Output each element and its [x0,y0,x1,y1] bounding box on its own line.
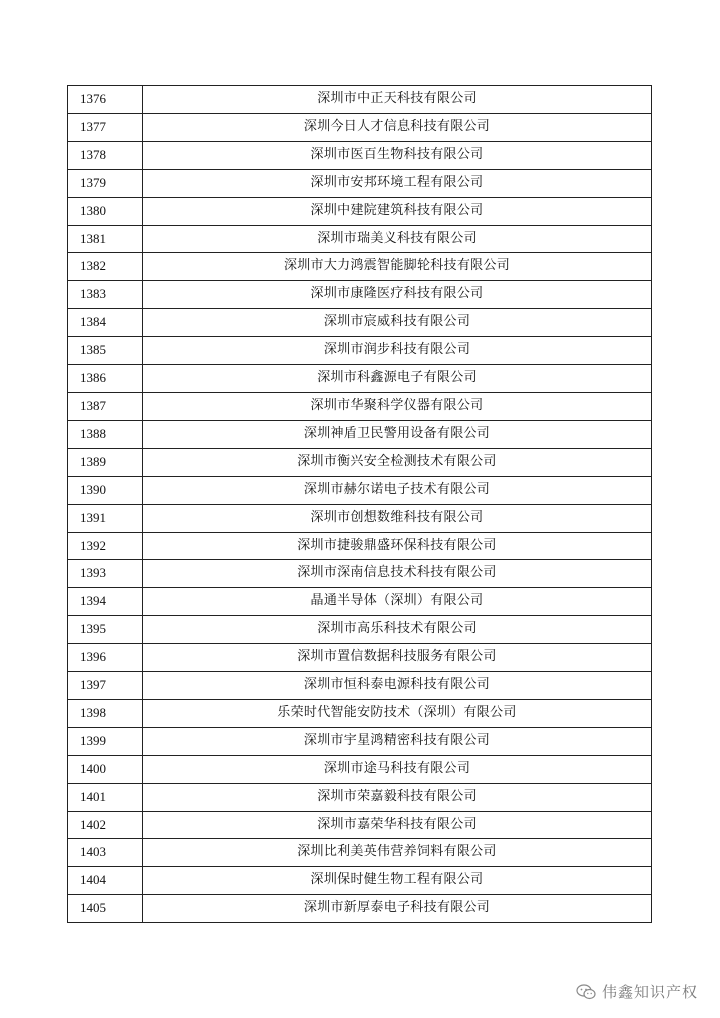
row-number: 1393 [68,560,143,588]
row-number: 1380 [68,197,143,225]
row-number: 1402 [68,811,143,839]
table-row [68,365,652,393]
company-name: 乐荣时代智能安防技术（深圳）有限公司 [143,699,652,727]
row-number: 1390 [68,476,143,504]
row-number: 1377 [68,113,143,141]
company-name: 深圳市途马科技有限公司 [143,755,652,783]
table-row [68,86,652,114]
table-row [68,141,652,169]
table-row [68,895,652,923]
company-name: 深圳今日人才信息科技有限公司 [143,113,652,141]
row-number: 1392 [68,532,143,560]
row-number: 1387 [68,392,143,420]
table-row [68,644,652,672]
company-name: 深圳市荣嘉毅科技有限公司 [143,783,652,811]
table-row [68,532,652,560]
row-number: 1404 [68,867,143,895]
row-number: 1395 [68,616,143,644]
row-number: 1379 [68,169,143,197]
table-row [68,727,652,755]
company-name: 深圳市瑞美义科技有限公司 [143,225,652,253]
company-name: 深圳市医百生物科技有限公司 [143,141,652,169]
company-name: 深圳市华聚科学仪器有限公司 [143,392,652,420]
company-name: 深圳中建院建筑科技有限公司 [143,197,652,225]
table-row [68,839,652,867]
table-row [68,588,652,616]
row-number: 1378 [68,141,143,169]
table-row [68,113,652,141]
row-number: 1382 [68,253,143,281]
table-row [68,867,652,895]
row-number: 1405 [68,895,143,923]
table-row [68,504,652,532]
company-name: 晶通半导体（深圳）有限公司 [143,588,652,616]
table-row [68,337,652,365]
row-number: 1398 [68,699,143,727]
company-name: 深圳市科鑫源电子有限公司 [143,365,652,393]
table-row [68,448,652,476]
row-number: 1391 [68,504,143,532]
row-number: 1385 [68,337,143,365]
row-number: 1389 [68,448,143,476]
company-name: 深圳市大力鸿震智能脚轮科技有限公司 [143,253,652,281]
company-name: 深圳市润步科技有限公司 [143,337,652,365]
row-number: 1399 [68,727,143,755]
row-number: 1383 [68,281,143,309]
row-number: 1386 [68,365,143,393]
table-row [68,783,652,811]
table-row [68,672,652,700]
table-row [68,420,652,448]
table-row [68,616,652,644]
table-row [68,281,652,309]
company-name: 深圳市新厚泰电子科技有限公司 [143,895,652,923]
company-name: 深圳市捷骏鼎盛环保科技有限公司 [143,532,652,560]
row-number: 1381 [68,225,143,253]
wechat-icon [576,984,596,1000]
row-number: 1384 [68,309,143,337]
table-row [68,560,652,588]
table-row [68,755,652,783]
table-row [68,309,652,337]
row-number: 1394 [68,588,143,616]
row-number: 1388 [68,420,143,448]
company-list-body [68,86,652,923]
table-row [68,392,652,420]
company-name: 深圳比利美英伟营养饲料有限公司 [143,839,652,867]
row-number: 1401 [68,783,143,811]
row-number: 1376 [68,86,143,114]
company-name: 深圳市宇星鸿精密科技有限公司 [143,727,652,755]
company-name: 深圳市恒科泰电源科技有限公司 [143,672,652,700]
company-list-table [67,85,652,923]
company-name: 深圳市宸威科技有限公司 [143,309,652,337]
company-name: 深圳市安邦环境工程有限公司 [143,169,652,197]
table-row [68,225,652,253]
table-row [68,811,652,839]
table-row [68,699,652,727]
row-number: 1403 [68,839,143,867]
row-number: 1400 [68,755,143,783]
table-row [68,169,652,197]
row-number: 1397 [68,672,143,700]
row-number: 1396 [68,644,143,672]
company-name: 深圳保时健生物工程有限公司 [143,867,652,895]
company-name: 深圳市深南信息技术科技有限公司 [143,560,652,588]
company-name: 深圳市嘉荣华科技有限公司 [143,811,652,839]
company-name: 深圳市中正天科技有限公司 [143,86,652,114]
table-row [68,197,652,225]
company-name: 深圳市置信数据科技服务有限公司 [143,644,652,672]
company-name: 深圳市赫尔诺电子技术有限公司 [143,476,652,504]
table-row [68,476,652,504]
watermark-text: 伟鑫知识产权 [601,983,698,1001]
table-row [68,253,652,281]
company-name: 深圳神盾卫民警用设备有限公司 [143,420,652,448]
watermark [576,981,698,1002]
company-name: 深圳市高乐科技术有限公司 [143,616,652,644]
company-name: 深圳市康隆医疗科技有限公司 [143,281,652,309]
company-name: 深圳市衡兴安全检测技术有限公司 [143,448,652,476]
company-name: 深圳市创想数维科技有限公司 [143,504,652,532]
